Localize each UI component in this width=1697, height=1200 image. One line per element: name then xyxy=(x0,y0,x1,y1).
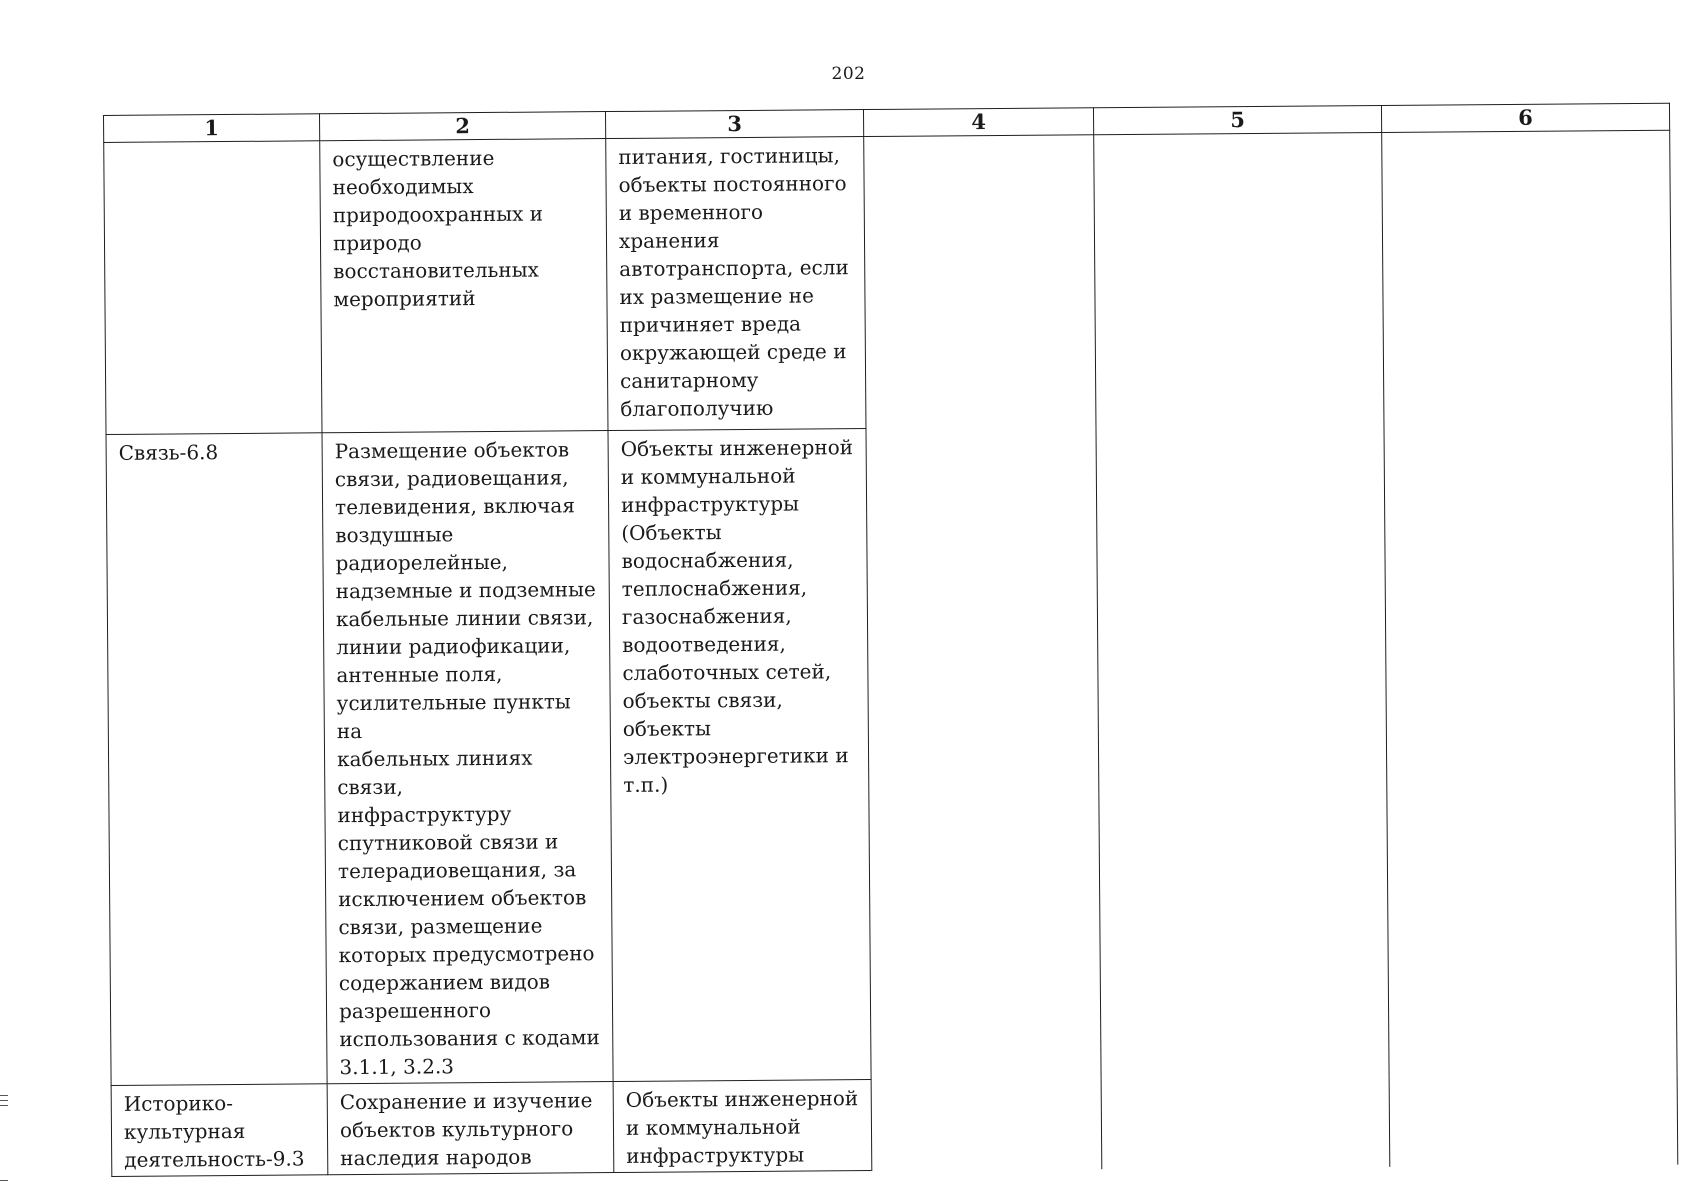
use-code-cell xyxy=(106,433,327,1086)
objects-cell xyxy=(613,1079,872,1172)
use-code-cell xyxy=(104,141,322,435)
page-number: 202 xyxy=(831,64,866,84)
use-code-cell xyxy=(111,1084,328,1177)
empty-cell-col-5 xyxy=(1094,132,1390,1168)
column-header-1: 1 xyxy=(104,114,320,143)
objects-cell xyxy=(606,137,866,431)
use-code-text: Историко- культурная деятельность-9.3 xyxy=(123,1091,305,1172)
use-description-text: Размещение объектов связи, радиовещания, телевидения, включая воздушные радиорелейные, надземные и подземные кабельные линии связи, линии радиофикации, антенные поля, усилительные пункты на кабельных линиях связи, инфраструктуру спутниковой связи и телерадиовещания, за исключением объектов связи, размещение которых предусмотрено содержанием видов разрешенного использования с кодами 3.1.1, 3.2.3 xyxy=(334,437,600,1080)
objects-text: Объекты инженерной и коммунальной инфраструктуры xyxy=(625,1086,859,1168)
use-description-cell xyxy=(320,139,608,433)
use-code-text xyxy=(116,145,309,147)
use-code-text: Связь-6.8 xyxy=(118,440,219,465)
use-description-text: Сохранение и изучение объектов культурного наследия народов xyxy=(339,1088,593,1171)
objects-text: Объекты инженерной и коммунальной инфраструктуры (Объекты водоснабжения, теплоснабжения, газоснабжения, водоотведения, слаботочных сетей, объекты связи, объекты электроэнергетики и т.п.) xyxy=(620,435,854,797)
table-row xyxy=(104,130,1672,434)
table-body xyxy=(104,130,1678,1176)
use-description-text: осуществление необходимых природоохранных и природо восстановительных мероприятий xyxy=(332,145,544,312)
use-description-cell xyxy=(322,431,613,1084)
column-header-4: 4 xyxy=(863,108,1093,137)
scan-margin-mark xyxy=(0,1180,8,1181)
column-header-3: 3 xyxy=(605,110,863,139)
column-header-2: 2 xyxy=(319,112,605,141)
scan-margin-mark xyxy=(0,1100,8,1101)
column-header-6: 6 xyxy=(1381,103,1669,132)
column-header-5: 5 xyxy=(1093,105,1381,134)
objects-cell xyxy=(608,429,871,1082)
empty-cell-col-6 xyxy=(1382,130,1678,1166)
use-description-cell xyxy=(327,1082,614,1175)
objects-text: питания, гостиницы, объекты постоянного и временного хранения автотранспорта, если их размещение не причиняет вреда окружающей среде и санитарному благополучию xyxy=(618,143,849,421)
permitted-use-table xyxy=(103,103,1678,1177)
scan-margin-mark xyxy=(0,1105,8,1106)
empty-cell-col-4 xyxy=(864,135,1102,1171)
scan-margin-mark xyxy=(0,1095,8,1096)
